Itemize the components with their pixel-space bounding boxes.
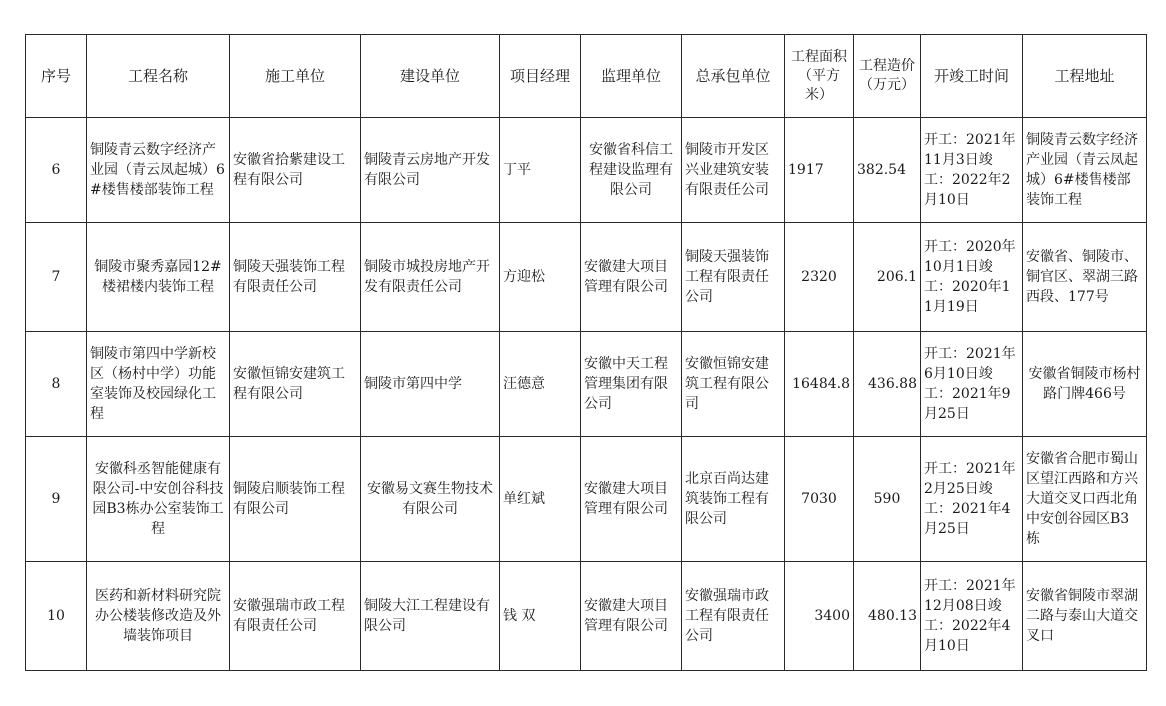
- cell-supervisor: 安徽建大项目管理有限公司: [581, 562, 682, 671]
- table-row: [26, 437, 1147, 562]
- cell-owner: 安徽易文赛生物技术有限公司: [361, 437, 500, 562]
- cell-address: 安徽省合肥市蜀山区望江西路和方兴大道交叉口西北角中安创谷园区B3栋: [1023, 437, 1147, 562]
- cell-project-name: 铜陵市第四中学新校区（杨村中学）功能室装饰及校园绿化工程: [87, 332, 230, 437]
- cell-supervisor: 安徽建大项目管理有限公司: [581, 437, 682, 562]
- table-row: [26, 332, 1147, 437]
- header-general-contractor: 总承包单位: [682, 35, 785, 118]
- cell-general-contractor: 北京百尚达建筑装饰工程有限公司: [682, 437, 785, 562]
- cell-cost: 436.88: [854, 332, 921, 437]
- header-area: 工程面积（平方米）: [785, 35, 854, 118]
- cell-address: 安徽省、铜陵市、铜官区、翠湖三路西段、177号: [1023, 223, 1147, 332]
- cell-area: 1917: [785, 118, 854, 223]
- cell-manager: 单红斌: [500, 437, 581, 562]
- cell-project-name: 铜陵青云数字经济产业园（青云凤起城）6#楼售楼部装饰工程: [87, 118, 230, 223]
- cell-cost: 206.1: [854, 223, 921, 332]
- project-table: [25, 34, 1147, 671]
- header-project-name: 工程名称: [87, 35, 230, 118]
- project-table-sheet: [25, 34, 1147, 671]
- cell-cost: 382.54: [854, 118, 921, 223]
- cell-general-contractor: 安徽强瑞市政工程有限责任公司: [682, 562, 785, 671]
- cell-contractor: 安徽省拾紫建设工程有限公司: [230, 118, 361, 223]
- table-row: [26, 223, 1147, 332]
- header-contractor: 施工单位: [230, 35, 361, 118]
- table-header-row: [26, 35, 1147, 118]
- cell-address: 铜陵青云数字经济产业园（青云凤起城）6#楼售楼部装饰工程: [1023, 118, 1147, 223]
- cell-area: 7030: [785, 437, 854, 562]
- header-address: 工程地址: [1023, 35, 1147, 118]
- cell-owner: 铜陵青云房地产开发有限公司: [361, 118, 500, 223]
- cell-contractor: 安徽恒锦安建筑工程有限公司: [230, 332, 361, 437]
- cell-manager: 钱 双: [500, 562, 581, 671]
- cell-general-contractor: 铜陵天强装饰工程有限责任公司: [682, 223, 785, 332]
- cell-cost: 590: [854, 437, 921, 562]
- cell-no: 8: [26, 332, 87, 437]
- cell-manager: 汪德意: [500, 332, 581, 437]
- cell-dates: 开工：2021年6月10日竣工：2021年9月25日: [921, 332, 1023, 437]
- cell-area: 16484.8: [785, 332, 854, 437]
- cell-supervisor: 安徽省科信工程建设监理有限公司: [581, 118, 682, 223]
- cell-manager: 丁平: [500, 118, 581, 223]
- cell-owner: 铜陵市第四中学: [361, 332, 500, 437]
- cell-dates: 开工：2021年11月3日竣工：2022年2月10日: [921, 118, 1023, 223]
- cell-project-name: 安徽科丞智能健康有限公司-中安创谷科技园B3栋办公室装饰工程: [87, 437, 230, 562]
- cell-area: 2320: [785, 223, 854, 332]
- cell-no: 7: [26, 223, 87, 332]
- cell-dates: 开工：2021年2月25日竣工：2021年4月25日: [921, 437, 1023, 562]
- header-manager: 项目经理: [500, 35, 581, 118]
- cell-no: 10: [26, 562, 87, 671]
- cell-project-name: 医药和新材料研究院办公楼装修改造及外墙装饰项目: [87, 562, 230, 671]
- table-row: [26, 562, 1147, 671]
- header-no: 序号: [26, 35, 87, 118]
- cell-contractor: 铜陵天强装饰工程有限责任公司: [230, 223, 361, 332]
- cell-address: 安徽省铜陵市翠湖二路与泰山大道交叉口: [1023, 562, 1147, 671]
- cell-project-name: 铜陵市聚秀嘉园12#楼裙楼内装饰工程: [87, 223, 230, 332]
- cell-general-contractor: 铜陵市开发区兴业建筑安装有限责任公司: [682, 118, 785, 223]
- cell-area: 3400: [785, 562, 854, 671]
- cell-cost: 480.13: [854, 562, 921, 671]
- header-supervisor: 监理单位: [581, 35, 682, 118]
- header-dates: 开竣工时间: [921, 35, 1023, 118]
- cell-no: 9: [26, 437, 87, 562]
- header-cost: 工程造价（万元）: [854, 35, 921, 118]
- cell-dates: 开工：2020年10月1日竣工：2020年11月19日: [921, 223, 1023, 332]
- table-row: [26, 118, 1147, 223]
- cell-contractor: 安徽强瑞市政工程有限责任公司: [230, 562, 361, 671]
- cell-dates: 开工：2021年12月08日竣工：2022年4月10日: [921, 562, 1023, 671]
- cell-supervisor: 安徽建大项目管理有限公司: [581, 223, 682, 332]
- cell-no: 6: [26, 118, 87, 223]
- header-owner: 建设单位: [361, 35, 500, 118]
- cell-address: 安徽省铜陵市杨村路门牌466号: [1023, 332, 1147, 437]
- cell-supervisor: 安徽中天工程管理集团有限公司: [581, 332, 682, 437]
- cell-manager: 方迎松: [500, 223, 581, 332]
- cell-owner: 铜陵大江工程建设有限公司: [361, 562, 500, 671]
- cell-general-contractor: 安徽恒锦安建筑工程有限公司: [682, 332, 785, 437]
- cell-contractor: 铜陵启顺装饰工程有限公司: [230, 437, 361, 562]
- cell-owner: 铜陵市城投房地产开发有限责任公司: [361, 223, 500, 332]
